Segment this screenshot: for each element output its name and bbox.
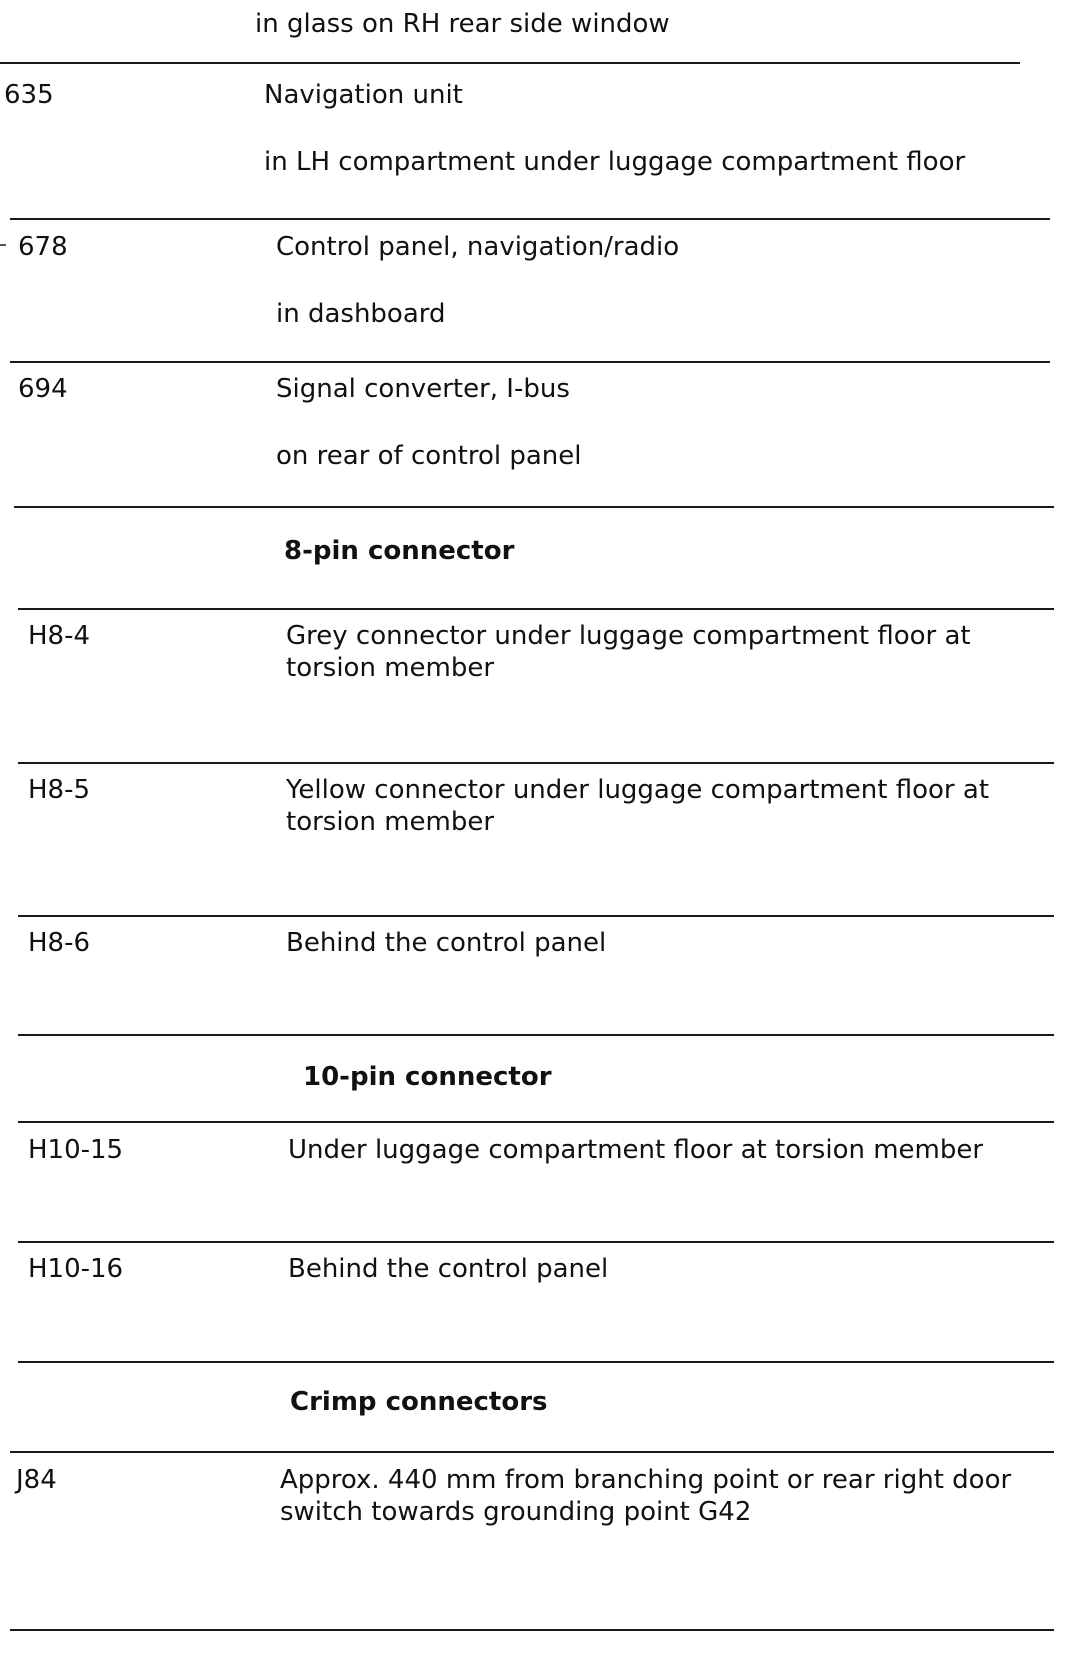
- connector-id: H8-6: [28, 928, 91, 958]
- divider: [18, 915, 1054, 917]
- part-title: Signal converter, I-bus: [276, 374, 570, 404]
- connector-id: H10-16: [28, 1254, 124, 1284]
- part-location: in dashboard: [276, 299, 446, 329]
- connector-id: H8-5: [28, 775, 91, 805]
- part-location: in LH compartment under luggage compartment floor: [264, 147, 966, 177]
- connector-location: Behind the control panel: [288, 1254, 609, 1284]
- connector-location: Approx. 440 mm from branching point or rear right door switch towards grounding point G42: [280, 1465, 1012, 1527]
- divider: [18, 1241, 1054, 1243]
- section-header: 8-pin connector: [284, 536, 515, 566]
- part-title: Navigation unit: [264, 80, 463, 110]
- divider: [10, 218, 1050, 220]
- divider: [18, 608, 1054, 610]
- section-header: Crimp connectors: [290, 1387, 548, 1417]
- part-number: 694: [18, 374, 68, 404]
- continued-location-text: in glass on RH rear side window: [255, 9, 670, 39]
- scan-mark: [0, 244, 6, 246]
- part-number: 678: [18, 232, 68, 262]
- part-title: Control panel, navigation/radio: [276, 232, 680, 262]
- divider: [14, 506, 1054, 508]
- part-location: on rear of control panel: [276, 441, 582, 471]
- divider: [18, 762, 1054, 764]
- divider: [10, 1451, 1054, 1453]
- connector-location: Under luggage compartment floor at torsion member: [288, 1135, 984, 1165]
- section-header: 10-pin connector: [303, 1062, 552, 1092]
- connector-id: J84: [16, 1465, 57, 1495]
- divider: [18, 1034, 1054, 1036]
- connector-id: H8-4: [28, 621, 91, 651]
- connector-location: Grey connector under luggage compartment floor at torsion member: [286, 621, 971, 683]
- connector-id: H10-15: [28, 1135, 124, 1165]
- divider: [10, 1629, 1054, 1631]
- divider: [18, 1121, 1054, 1123]
- divider: [0, 62, 1020, 64]
- part-number: 635: [4, 80, 54, 110]
- connector-location: Yellow connector under luggage compartment floor at torsion member: [286, 775, 990, 837]
- divider: [10, 361, 1050, 363]
- connector-location: Behind the control panel: [286, 928, 607, 958]
- divider: [18, 1361, 1054, 1363]
